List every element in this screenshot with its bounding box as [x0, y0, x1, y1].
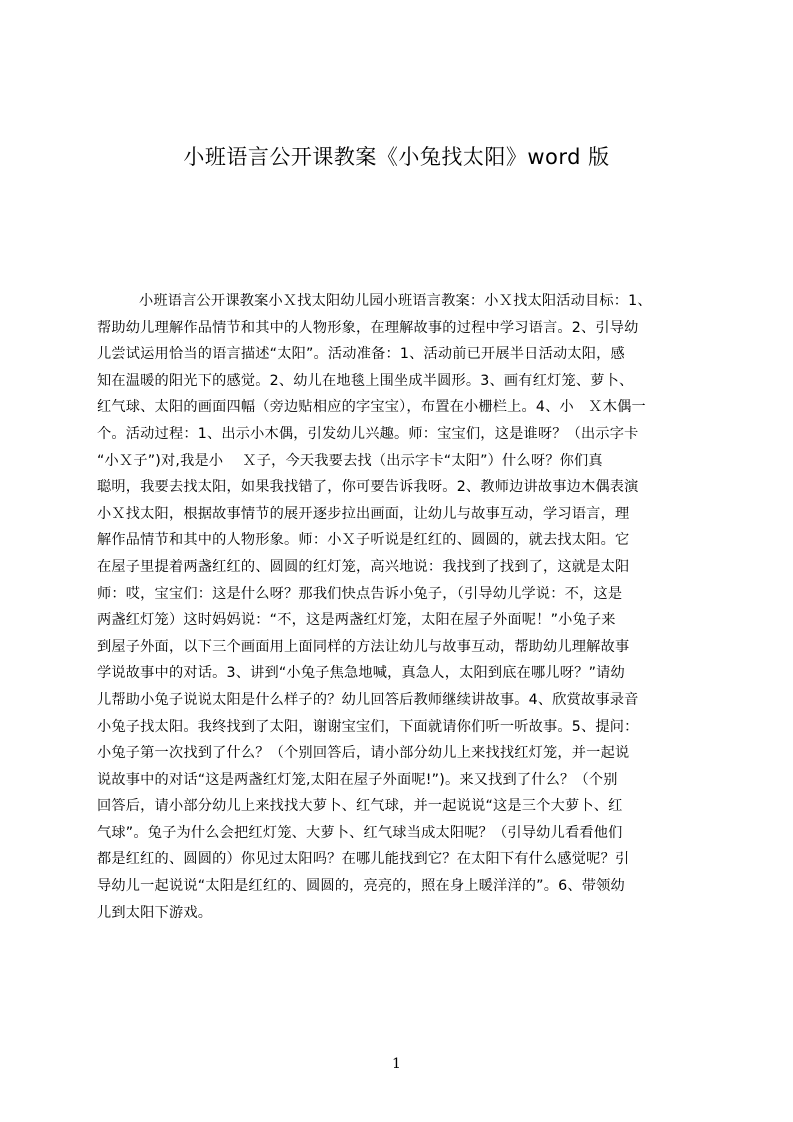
- text-line: 儿尝试运用恰当的语言描述“太阳”。活动准备：1、活动前已开展半日活动太阳，感: [97, 346, 625, 363]
- text-line: 说故事中的对话“这是两盏红灯笼,太阳在屋子外面呢!”)。来又找到了什么？（个别: [97, 771, 618, 788]
- page-number: 1: [392, 1056, 401, 1072]
- text-line: 解作品情节和其中的人物形象。师：小Ｘ子听说是红红的、圆圆的，就去找太阳。它: [97, 532, 630, 549]
- text-line: 小Ｘ找太阳，根据故事情节的展开逐步拉出画面，让幼儿与故事互动，学习语言，理: [97, 505, 630, 522]
- text-line: 师：哎，宝宝们：这是什么呀？那我们快点告诉小兔子，（引导幼儿学说：不，这是: [97, 585, 623, 602]
- text-line: 在屋子里提着两盏红红的、圆圆的红灯笼，高兴地说：我找到了找到了，这就是太阳: [97, 558, 630, 575]
- text-line: 学说故事中的对话。3、讲到“小兔子焦急地喊，真急人，太阳到底在哪儿呀？”请幼: [97, 665, 625, 682]
- text-line: 儿到太阳下游戏。: [97, 904, 213, 921]
- text-line: 个。活动过程：1、出示小木偶，引发幼儿兴趣。师：宝宝们，这是谁呀？（出示字卡: [97, 425, 639, 442]
- text-line: 都是红红的、圆圆的）你见过太阳吗？在哪儿能找到它？在太阳下有什么感觉呢？引: [97, 851, 630, 868]
- text-line: 小兔子第一次找到了什么？（个别回答后，请小部分幼儿上来找找红灯笼，并一起说: [97, 745, 630, 762]
- text-line: “小Ｘ子”)对,我是小 Ｘ子，今天我要去找（出示字卡“太阳”）什么呀？你们真: [97, 452, 603, 469]
- text-line: 小班语言公开课教案小Ｘ找太阳幼儿园小班语言教案：小Ｘ找太阳活动目标：1、: [139, 293, 652, 309]
- text-line: 回答后，请小部分幼儿上来找找大萝卜、红气球，并一起说说“这是三个大萝卜、红: [97, 798, 623, 815]
- text-line: 气球”。兔子为什么会把红灯笼、大萝卜、红气球当成太阳呢？（引导幼儿看看他们: [97, 824, 623, 841]
- text-line: 帮助幼儿理解作品情节和其中的人物形象，在理解故事的过程中学习语言。2、引导幼: [97, 319, 639, 336]
- text-line: 聪明，我要去找太阳，如果我找错了，你可要告诉我呀。2、教师边讲故事边木偶表演: [97, 479, 639, 496]
- text-line: 小兔子找太阳。我终找到了太阳，谢谢宝宝们，下面就请你们听一听故事。5、提问：: [97, 718, 639, 735]
- text-line: 到屋子外面，以下三个画面用上面同样的方法让幼儿与故事互动，帮助幼儿理解故事: [97, 638, 630, 655]
- text-line: 两盏红灯笼）这时妈妈说：“不，这是两盏红灯笼，太阳在屋子外面呢！”小兔子来: [97, 612, 616, 629]
- text-line: 儿帮助小兔子说说太阳是什么样子的？幼儿回答后教师继续讲故事。4、欣赏故事录音: [97, 691, 639, 708]
- document-title: 小班语言公开课教案《小兔找太阳》word 版: [183, 145, 610, 169]
- text-line: 知在温暖的阳光下的感觉。2、幼儿在地毯上围坐成半圆形。3、画有红灯笼、萝卜、: [97, 372, 634, 389]
- text-line: 红气球、太阳的画面四幅（旁边贴相应的字宝宝），布置在小栅栏上。4、小 Ｘ木偶一: [97, 399, 646, 416]
- text-line: 导幼儿一起说说“太阳是红红的、圆圆的，亮亮的，照在身上暖洋洋的”。6、带领幼: [97, 878, 625, 895]
- body-paragraph: [97, 288, 697, 938]
